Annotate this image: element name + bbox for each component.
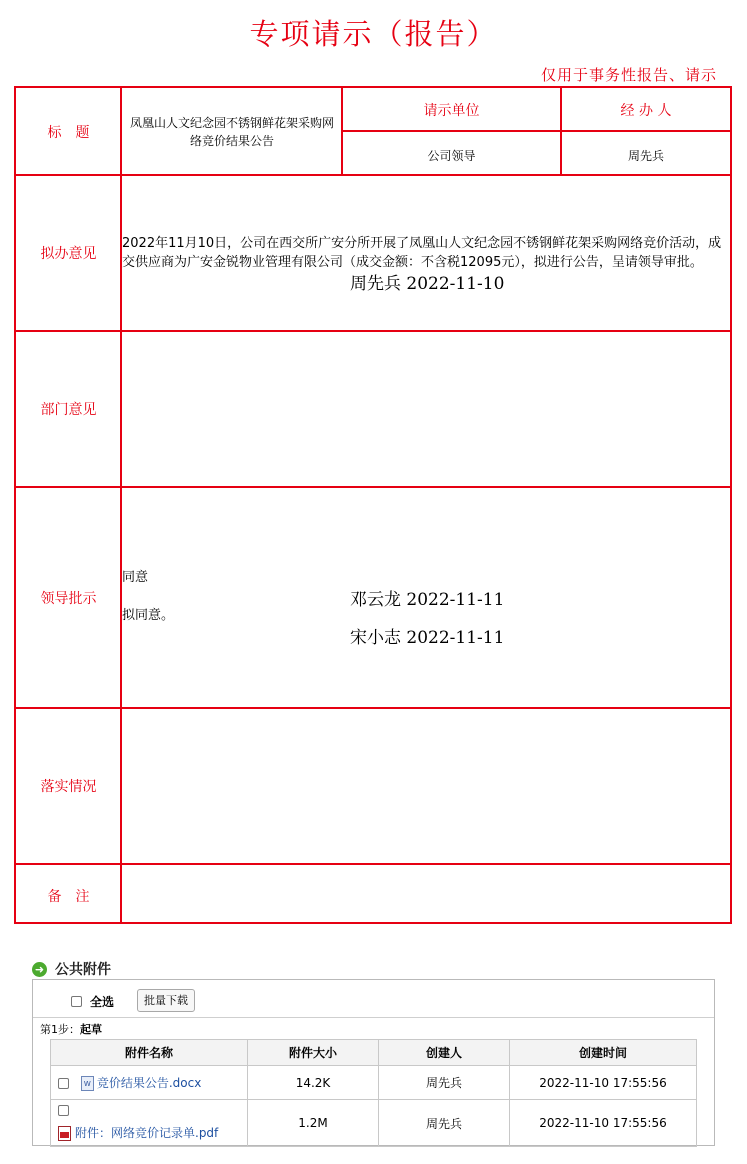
batch-download-button[interactable]: 批量下载: [137, 989, 195, 1012]
select-all[interactable]: [71, 993, 114, 1010]
draft-opinion-label: 拟办意见: [40, 246, 97, 262]
grid-line: [16, 863, 730, 865]
draft-signature: 周先兵 2022-11-10: [350, 274, 505, 294]
attachment-time: 2022-11-10 17:55:56: [510, 1066, 697, 1100]
attachment-time: 2022-11-10 17:55:56: [510, 1100, 697, 1147]
grid-line: [16, 707, 730, 709]
grid-line: [16, 486, 730, 488]
word-doc-icon: W: [81, 1076, 94, 1091]
col-header-size: 附件大小: [248, 1040, 379, 1066]
attachment-size: 1.2M: [248, 1100, 379, 1147]
unit-label: 请示单位: [423, 103, 480, 119]
leader-signature-1: 邓云龙 2022-11-11: [350, 590, 505, 610]
title-label: 标 题: [47, 125, 90, 141]
attachment-link[interactable]: 附件：网络竞价记录单.pdf: [75, 1126, 219, 1140]
pdf-icon: [58, 1126, 71, 1141]
table-row: [51, 1066, 697, 1100]
leader-opinion-1: 同意: [122, 570, 149, 585]
attachment-creator: 周先兵: [379, 1066, 510, 1100]
page-subtitle: 仅用于事务性报告、请示: [540, 66, 717, 84]
attachment-size: 14.2K: [248, 1066, 379, 1100]
attachment-name-cell: [51, 1100, 248, 1147]
attachments-table: [50, 1039, 697, 1147]
col-header-time: 创建时间: [510, 1040, 697, 1066]
title-value: 凤凰山人文纪念园不锈钢鲜花架采购网络竞价结果公告: [129, 116, 334, 148]
step-indicator: [40, 1021, 102, 1037]
handler-label: 经 办 人: [620, 103, 672, 119]
attachments-panel: [32, 979, 715, 1146]
step-prefix: 第1步：: [40, 1023, 80, 1036]
grid-line: [341, 130, 730, 132]
table-row: [51, 1100, 697, 1147]
attachments-title: 公共附件: [55, 962, 111, 978]
leader-opinion-label: 领导批示: [40, 591, 97, 607]
grid-line: [120, 88, 122, 922]
draft-opinion-text: 2022年11月10日，公司在西交所广安分所开展了凤凰山人文纪念园不锈钢鲜花架采购网络竞价活动，成交供应商为广安金锐物业管理有限公司（成交金额：不含税12095元），拟进行公告，呈请领导审批。: [122, 236, 722, 270]
col-header-name: 附件名称: [51, 1040, 248, 1066]
col-header-creator: 创建人: [379, 1040, 510, 1066]
leader-signature-2: 宋小志 2022-11-11: [350, 628, 505, 648]
request-form: [14, 86, 732, 924]
grid-line: [16, 174, 730, 176]
remark-label: 备 注: [47, 889, 90, 905]
handler-value: 周先兵: [627, 149, 664, 163]
dept-opinion-label: 部门意见: [40, 402, 97, 418]
step-name: 起草: [80, 1023, 102, 1036]
arrow-right-circle-icon: ➜: [32, 962, 47, 977]
row-checkbox[interactable]: [58, 1105, 69, 1116]
attachments-toolbar: [33, 980, 714, 1018]
page-title: 专项请示（报告）: [249, 17, 498, 51]
attachments-header: [32, 959, 111, 979]
unit-value: 公司领导: [427, 149, 476, 163]
row-checkbox[interactable]: [58, 1078, 69, 1089]
select-all-checkbox[interactable]: [71, 996, 82, 1007]
attachment-link[interactable]: 竞价结果公告.docx: [96, 1076, 202, 1090]
select-all-label[interactable]: 全选: [90, 995, 115, 1009]
leader-opinion-2: 拟同意。: [122, 608, 175, 623]
grid-line: [16, 330, 730, 332]
attachment-creator: 周先兵: [379, 1100, 510, 1147]
implementation-label: 落实情况: [40, 779, 97, 795]
table-header-row: [51, 1040, 697, 1066]
attachment-name-cell: [51, 1066, 248, 1100]
